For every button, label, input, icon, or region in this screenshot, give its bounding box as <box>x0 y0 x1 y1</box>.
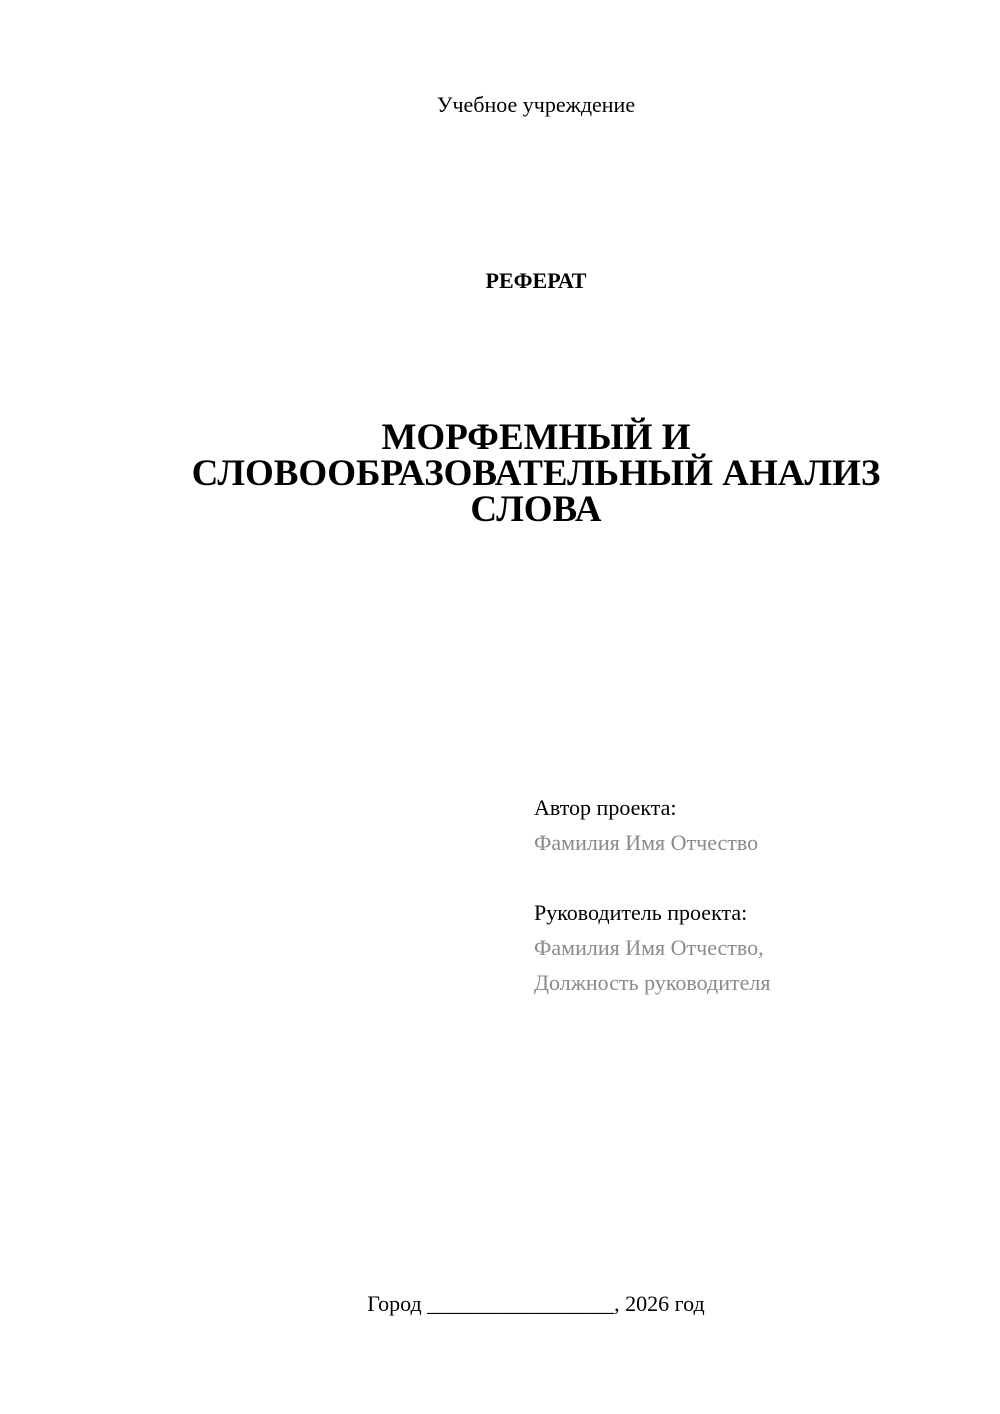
supervisor-label: Руководитель проекта: <box>534 900 748 925</box>
title-line-2: СЛОВООБРАЗОВАТЕЛЬНЫЙ АНАЛИЗ <box>191 453 881 494</box>
spacer <box>534 860 974 895</box>
project-info <box>534 790 974 1000</box>
document-title <box>0 417 1000 530</box>
author-name: Фамилия Имя Отчество <box>534 830 759 855</box>
supervisor-name: Фамилия Имя Отчество, <box>534 935 764 960</box>
title-line-3: СЛОВА <box>470 489 602 530</box>
author-label: Автор проекта: <box>534 795 677 820</box>
supervisor-position: Должность руководителя <box>534 970 771 995</box>
title-line-1: МОРФЕМНЫЙ И <box>381 417 691 458</box>
city-year-line: Город _________________, 2026 год <box>367 1291 705 1316</box>
institution-name: Учебное учреждение <box>436 92 636 117</box>
document-type: РЕФЕРАТ <box>485 268 587 293</box>
